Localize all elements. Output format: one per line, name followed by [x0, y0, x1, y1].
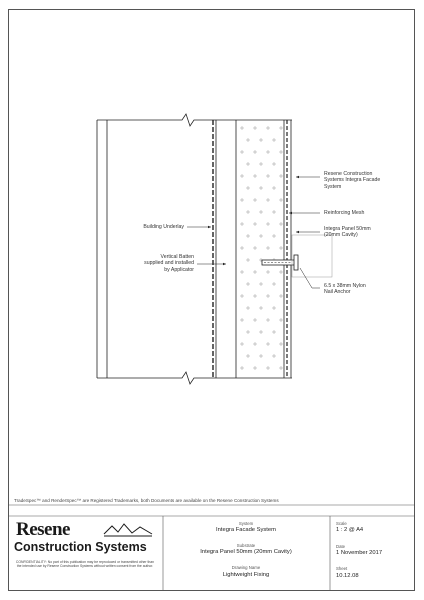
trademark-footnote: TradeSpec™ and RenderSpec™ are Registered Trademarks, both Documents are available on the Resene Construction Systems — [14, 498, 279, 503]
break-line-top — [97, 114, 292, 126]
resene-logo-word: Resene — [16, 519, 70, 540]
sheet-value: 10.12.08 — [336, 573, 359, 579]
panel-hatch — [240, 126, 283, 370]
substrate-value: Integra Panel 50mm (20mm Cavity) — [200, 549, 292, 555]
logo-emblem — [104, 524, 152, 536]
nylon-anchor — [262, 255, 298, 270]
label-building-underlay: Building Underlay — [143, 224, 184, 230]
system-caption: System — [238, 521, 254, 526]
label-integra-panel: Integra Panel 50mm (20mm Cavity) — [324, 226, 371, 239]
label-resene-system: Resene Construction Systems Integra Facade System — [324, 171, 381, 190]
label-vertical-batten: Vertical Batten supplied and installed by Applicator — [144, 254, 194, 273]
resene-logo-subtitle: Construction Systems — [14, 540, 147, 554]
date-value: 1 November 2017 — [336, 550, 383, 556]
scale-caption: Scale — [336, 521, 347, 526]
label-reinforcing-mesh: Reinforcing Mesh — [324, 210, 365, 216]
scale-value: 1 : 2 @ A4 — [336, 527, 364, 533]
system-value: Integra Facade System — [216, 527, 276, 533]
substrate-caption: Substrate — [236, 543, 256, 548]
drawing-name-value: Lightweight Fixing — [222, 572, 270, 578]
leader-nylon-anchor — [300, 268, 320, 288]
break-line-bottom — [97, 372, 292, 384]
sheet-caption: Sheet — [336, 566, 348, 571]
label-nylon-anchor: 6.5 x 38mm Nylon Nail Anchor — [324, 283, 366, 296]
drawing-name-caption: Drawing Name — [231, 565, 261, 570]
date-caption: Date — [336, 544, 346, 549]
confidentiality-note: CONFIDENTIALITY: No part of this publication may be reproduced or transmitted other than the intended use by Resene Construction Systems without written consent from the author. — [15, 560, 155, 569]
